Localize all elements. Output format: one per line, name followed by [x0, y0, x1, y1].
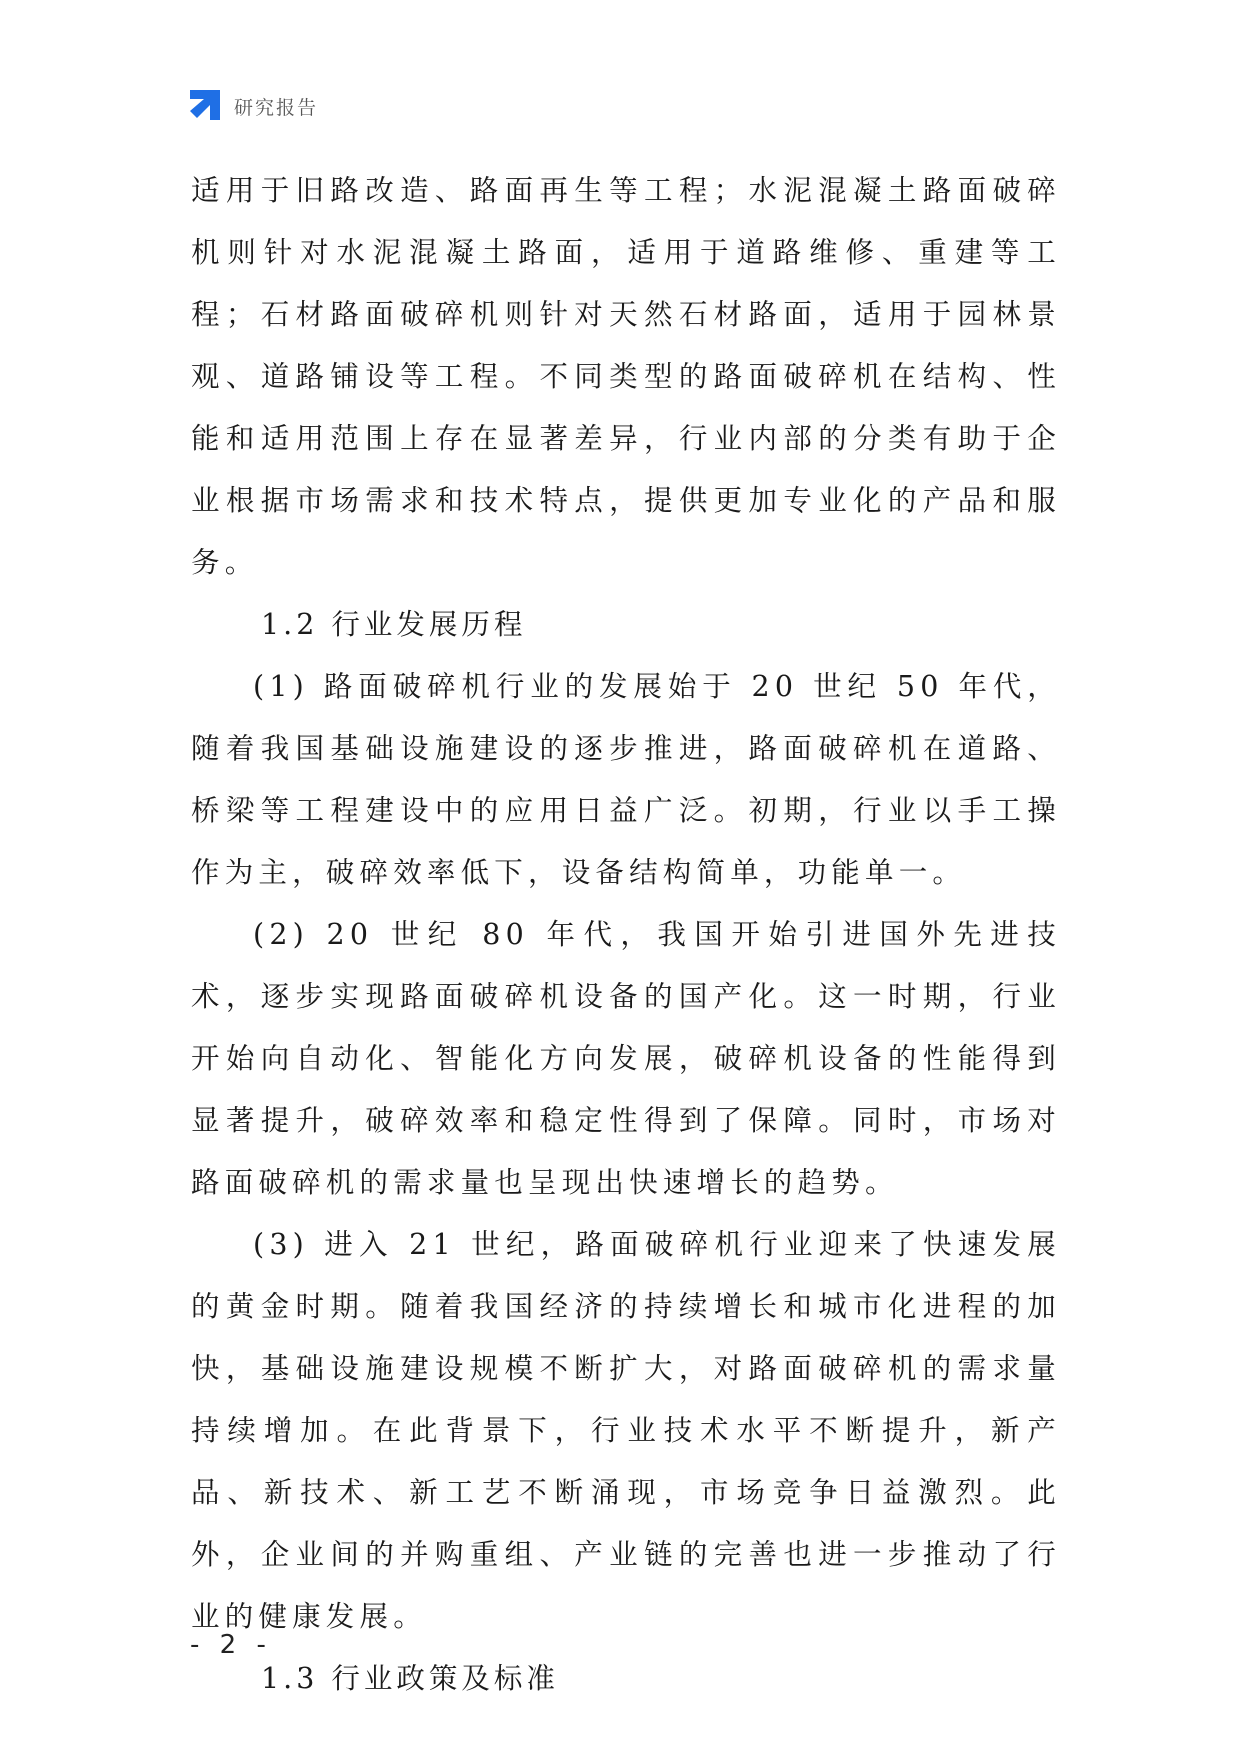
paragraph-4: (3) 进入 21 世纪，路面破碎机行业迎来了快速发展的黄金时期。随着我国经济的持续增长和城市化进程的加快，基础设施建设规模不断扩大，对路面破碎机的需求量持续增加。在此背景下，行业技术水平不断提升，新产品、新技术、新工艺不断涌现，市场竞争日益激烈。此外，企业间的并购重组、产业链的完善也进一步推动了行业的健康发展。: [191, 1228, 1061, 1633]
paragraph-2: (1) 路面破碎机行业的发展始于 20 世纪 50 年代，随着我国基础设施建设的逐步推进，路面破碎机在道路、桥梁等工程建设中的应用日益广泛。初期，行业以手工操作为主，破碎效率低下，设备结构简单，功能单一。: [191, 670, 1061, 889]
section-heading-1-3: 1.3 行业政策及标准: [261, 1662, 559, 1695]
section-heading-1-2: 1.2 行业发展历程: [261, 608, 527, 641]
paragraph-1: 适用于旧路改造、路面再生等工程；水泥混凝土路面破碎机则针对水泥混凝土路面，适用于道路维修、重建等工程；石材路面破碎机则针对天然石材路面，适用于园林景观、道路铺设等工程。不同类型的路面破碎机在结构、性能和适用范围上存在显著差异，行业内部的分类有助于企业根据市场需求和技术特点，提供更加专业化的产品和服务。: [191, 174, 1061, 579]
page-header: [190, 88, 318, 124]
page-number: - 2 -: [190, 1630, 272, 1660]
arrow-logo-icon: [190, 90, 222, 122]
header-title: 研究报告: [234, 96, 319, 119]
document-body: [191, 160, 1061, 1710]
paragraph-3: (2) 20 世纪 80 年代，我国开始引进国外先进技术，逐步实现路面破碎机设备的国产化。这一时期，行业开始向自动化、智能化方向发展，破碎机设备的性能得到显著提升，破碎效率和稳定性得到了保障。同时，市场对路面破碎机的需求量也呈现出快速增长的趋势。: [191, 918, 1061, 1199]
